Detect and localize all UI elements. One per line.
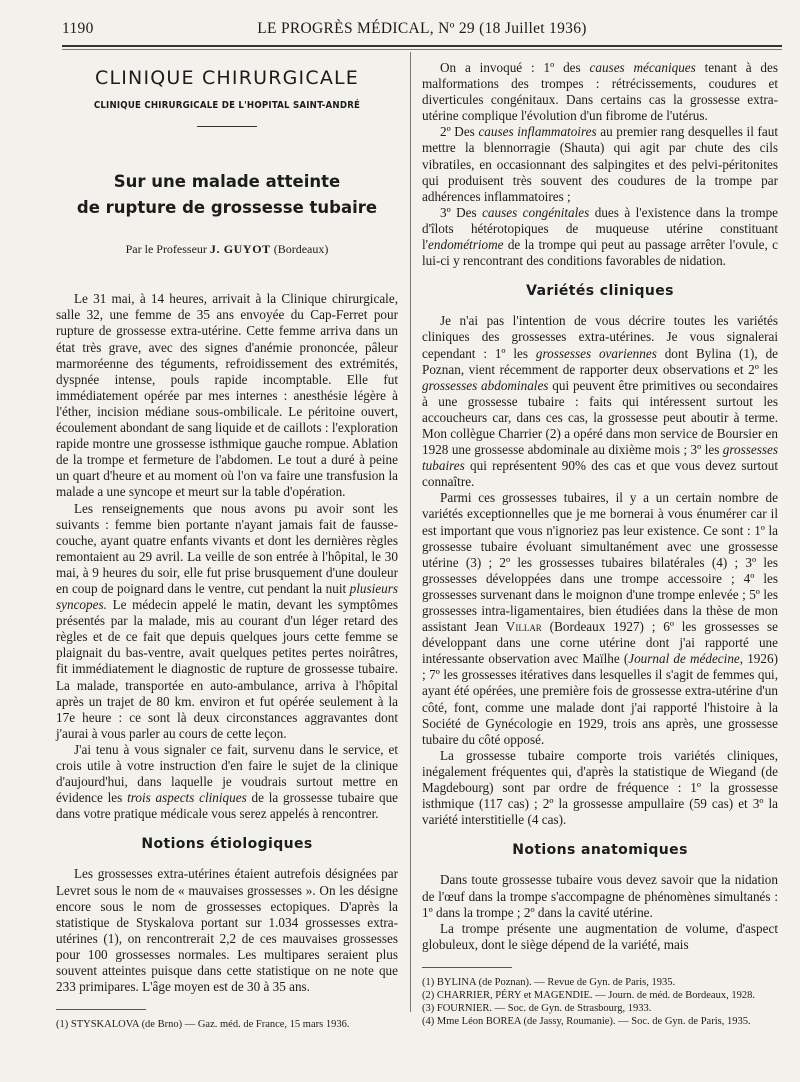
text-run: de la grossesse tubaire que dans votre pratique médicale vous serez appelés à rencontrer. [56,790,399,822]
footnote-rule [56,1009,146,1010]
text-run: qui peuvent être primitives ou secondaires à une grossesse tubaire : faits qui intéressent surtout les accoucheurs car, dans ces cas, la grossesse peut aboutir à terme. Mon collègue Charrier (2) a opéré dans mon service de Boursier en 1928 une grossesse abdominale au dixième mois ; 3º les [422,377,778,458]
text-run: tenant à des malformations des trompes : rétrécissements, coudures et diverticules congénitaux. Dans certains cas la grossesse extra-utérine complique l'évolution d'un fibrome de l'utérus. [422,60,779,124]
text-run: Je n'ai pas l'intention de vous décrire toutes les variétés cliniques des grossesses extra-utérines. Je vous signalerai cependant : 1º les [422,313,778,361]
text-run-italic: grossesses tubaires [422,442,778,474]
article-title [56,169,398,221]
footnote: (1) STYSKALOVA (de Brno) — Gaz. méd. de France, 15 mars 1936. [56,1019,350,1031]
text-run: On a invoqué : 1º des [440,60,581,75]
text-run: Parmi ces grossesses tubaires, il y a un certain nombre de variétés exceptionnelles que je me bornerai à vous énumérer car il est important que vous n'ignoriez pas leur existence. Ce sont : 1º la grossesse tubaire évoluant simultanément avec une grossesse utérine (3) ; 2º les grossesses tubaires bilatérales (4) ; 3º les grossesses développées dans une trompe accessoire ; 4º les grossesses survenant dans le moignon d'une trompe enlevée ; 5º les grossesses intra-ligamentaires, bien étudiées dans la thèse de mon assistant Jean [422,490,778,635]
footnote: (3) FOURNIER. — Soc. de Gyn. de Strasbourg, 1933. [422,1002,652,1014]
text-run: au premier rang desquelles il faut mettre la blennorragie (Shauta) qui agit par chute des cils vibratiles, en occasionnant des salpingites et des pelvi-péritonites qui produisent très souvent des coudures de la trompe par adhérences inflammatoires ; [422,124,778,204]
journal-title: LE PROGRÈS MÉDICAL, Nº 29 (18 Juillet 1936) [257,20,587,37]
section-heading-anatomiques: Notions anatomiques [512,842,688,859]
paragraph [422,124,778,204]
article-title-line1: Sur une malade atteinte [113,172,341,192]
text-run: qui représentent 90% des cas et que vous devez surtout connaître. [422,458,779,490]
paragraph: La grossesse tubaire comporte trois variétés cliniques, inégalement fréquentes qui, d'après la statistique de Wiegand (de Magdebourg) sont par ordre de fréquence : 1º la grossesse isthmique (117 cas) ; 2º la grossesse ampullaire (59 cas) et 3º la variété interstitielle (4 cas). [422,747,778,828]
footnote: (2) CHARRIER, PÉRY et MAGENDIE. — Journ. de méd. de Bordeaux, 1928. [422,989,755,1001]
text-run: dont Bylina (1), de Poznan, vient récemment de rapporter deux observations et 2º les [422,345,779,377]
paragraph [422,313,778,490]
text-run: dues à l'existence dans la trompe d'îlots hétérotopiques de muqueuse utérine constituant l' [422,204,779,253]
text-run-smallcaps: Villar [505,619,542,635]
footnote: (1) BYLINA (de Poznan). — Revue de Gyn. de Paris, 1935. [422,976,676,988]
paragraph: Les grossesses extra-utérines étaient autrefois désignées par Levret sous le nom de « mauvaises grossesses ». On les désigne encore sous le nom de grossesses ectopiques. D'après la statistique de Styskalova portant sur 1.034 grossesses extra-utérines (1), on rencontrerait 2,2 de ces mauvaises grossesses pour 100 grossesses normales. Les multipares seraient plus souvent atteintes puisque dans cette statistique on ne note que 233 primipares. L'âge moyen est de 30 à 35 ans. [56,866,398,995]
text-run-italic: causes inflammatoires [478,124,597,140]
text-run-italic: endométriome [428,237,504,253]
section-heading-etiologiques: Notions étiologiques [141,836,313,853]
header-rule [62,45,782,47]
text-run: J'ai tenu à vous signaler ce fait, survenu dans le service, et crois utile à votre instruction d'en faire le sujet de la clinique d'aujourd'hui, dans laquelle je voudrais surtout mettre en évidence les [56,741,398,806]
text-run-italic: grossesses ovariennes [535,345,657,361]
paragraph: Dans toute grossesse tubaire vous devez savoir que la nidation de l'œuf dans la trompe s'accompagne de phénomènes simultanés : 1º dans la trompe ; 2º dans la cavité utérine. [422,872,778,920]
text-run: (Bordeaux 1927) ; 6º les grossesses se développant dans une corne utérine dont j'ai rapporté une intéressante observation avec Maïlhe ( [422,619,779,667]
masthead-subtitle: CLINIQUE CHIRURGICALE DE L'HOPITAL SAINT-ANDRÉ [93,100,361,112]
masthead-rule [197,126,257,127]
byline-name: J. GUYOT [209,242,271,257]
masthead-title: CLINIQUE CHIRURGICALE [94,67,360,89]
text-run-italic: causes congénitales [482,204,590,220]
text-run: Les renseignements que nous avons pu avoir sont les suivants : femme bien portante n'ayant jamais fait de fausse-couche, ayant quatre enfants vivants et dont les dernières règles remontaient au 29 avril. La veille de son entrée à l'hôpital, le 30 mai, à 9 heures du soir, elle fut prise brusquement d'une douleur en coup de poignard dans le ventre, cut pendant la nuit [56,500,398,596]
text-run-italic: grossesses abdominales [422,377,549,393]
text-run: 3º Des [440,204,477,220]
text-run: Le médecin appelé le matin, devant les symptômes présentés par la malade, mis au courant d'un léger retard des règles et de ce fait que depuis quelques jours cette femme se plaignait du bas-ventre, avait quelques petites pertes noirâtres, fit immédiatement le diagnostic de rupture de grossesse tubaire. La malade, transportée en auto-ambulance, arriva à l'hôpital après un trajet de 80 km. environ et fut opérée seulement à la 17e heure : ce sont là deux circonstances aggravantes dont j'aurai à vous parler au cours de cette leçon. [56,597,398,741]
text-run-italic: plusieurs syncopes. [56,580,399,613]
paragraph [422,490,778,748]
footnote: (4) Mme Léon BOREA (de Jassy, Roumanie). — Soc. de Gyn. de Paris, 1935. [422,1015,751,1027]
right-column [422,60,778,1028]
header-rule-thin [62,49,782,50]
text-run-italic: trois aspects cliniques [127,790,247,806]
text-run-italic: causes mécaniques [589,60,696,75]
left-column [56,60,398,1031]
section-heading-varietes: Variétés cliniques [526,283,674,300]
text-run: de la trompe qui peut au passage arrêter l'ovule, c lui-ci y rencontrant des conditions favorables de nidation. [422,237,778,269]
footnote-rule [422,967,512,968]
text-run: , 1926) ; 7º les grossesses itératives dans lesquelles il s'agit de femmes qui, ayant été opérées, une première fois de grossesse extra-utérine d'un côté, font, comme une malade dont j'ai rapporté l'histoire à la Société de Gynécologie en 1929, trois ans après, une grossesse tubaire du côté opposé. [422,651,778,747]
paragraph: La trompe présente une augmentation de volume, d'aspect globuleux, dont le siège dépend de la variété, mais [422,920,778,952]
paragraph [422,60,778,124]
byline-prefix: Par le Professeur [125,242,207,257]
article-title-line2: de rupture de grossesse tubaire [76,198,378,218]
text-run: 2º Des [440,124,475,140]
byline [56,241,398,257]
text-run-italic: Journal de médecine [628,651,740,667]
byline-suffix: (Bordeaux) [273,242,329,257]
paragraph [56,501,398,742]
page-header [62,20,782,42]
paragraph: Le 31 mai, à 14 heures, arrivait à la Clinique chirurgicale, salle 32, une femme de 35 ans envoyée du Cap-Ferret pour rupture de grossesse extra-utérine. Cette femme arriva dans un état très grave, avec des signes d'anémie prononcée, pâleur marmoréenne des téguments, refroidissement des extrémités, dyspnée intense, pouls rapide incomptable. Elle fut immédiatement opérée par mes internes : anesthésie légère à l'éther, incision médiane sous-ombilicale. Le péritoine ouvert, écoulement abondant de sang liquide et de caillots : l'exploration rapide montre une grossesse isthmique gauche rompue. Ablation de la trompe et fermeture de l'abdomen. Le tout a duré à peine un quart d'heure et au moment où l'on va faire une transfusion la malade a une syncope et meurt sur la table d'opération. [56,291,398,500]
column-divider [410,52,411,1012]
page-number: 1190 [62,20,94,37]
paragraph [422,205,778,269]
paragraph [56,742,398,822]
